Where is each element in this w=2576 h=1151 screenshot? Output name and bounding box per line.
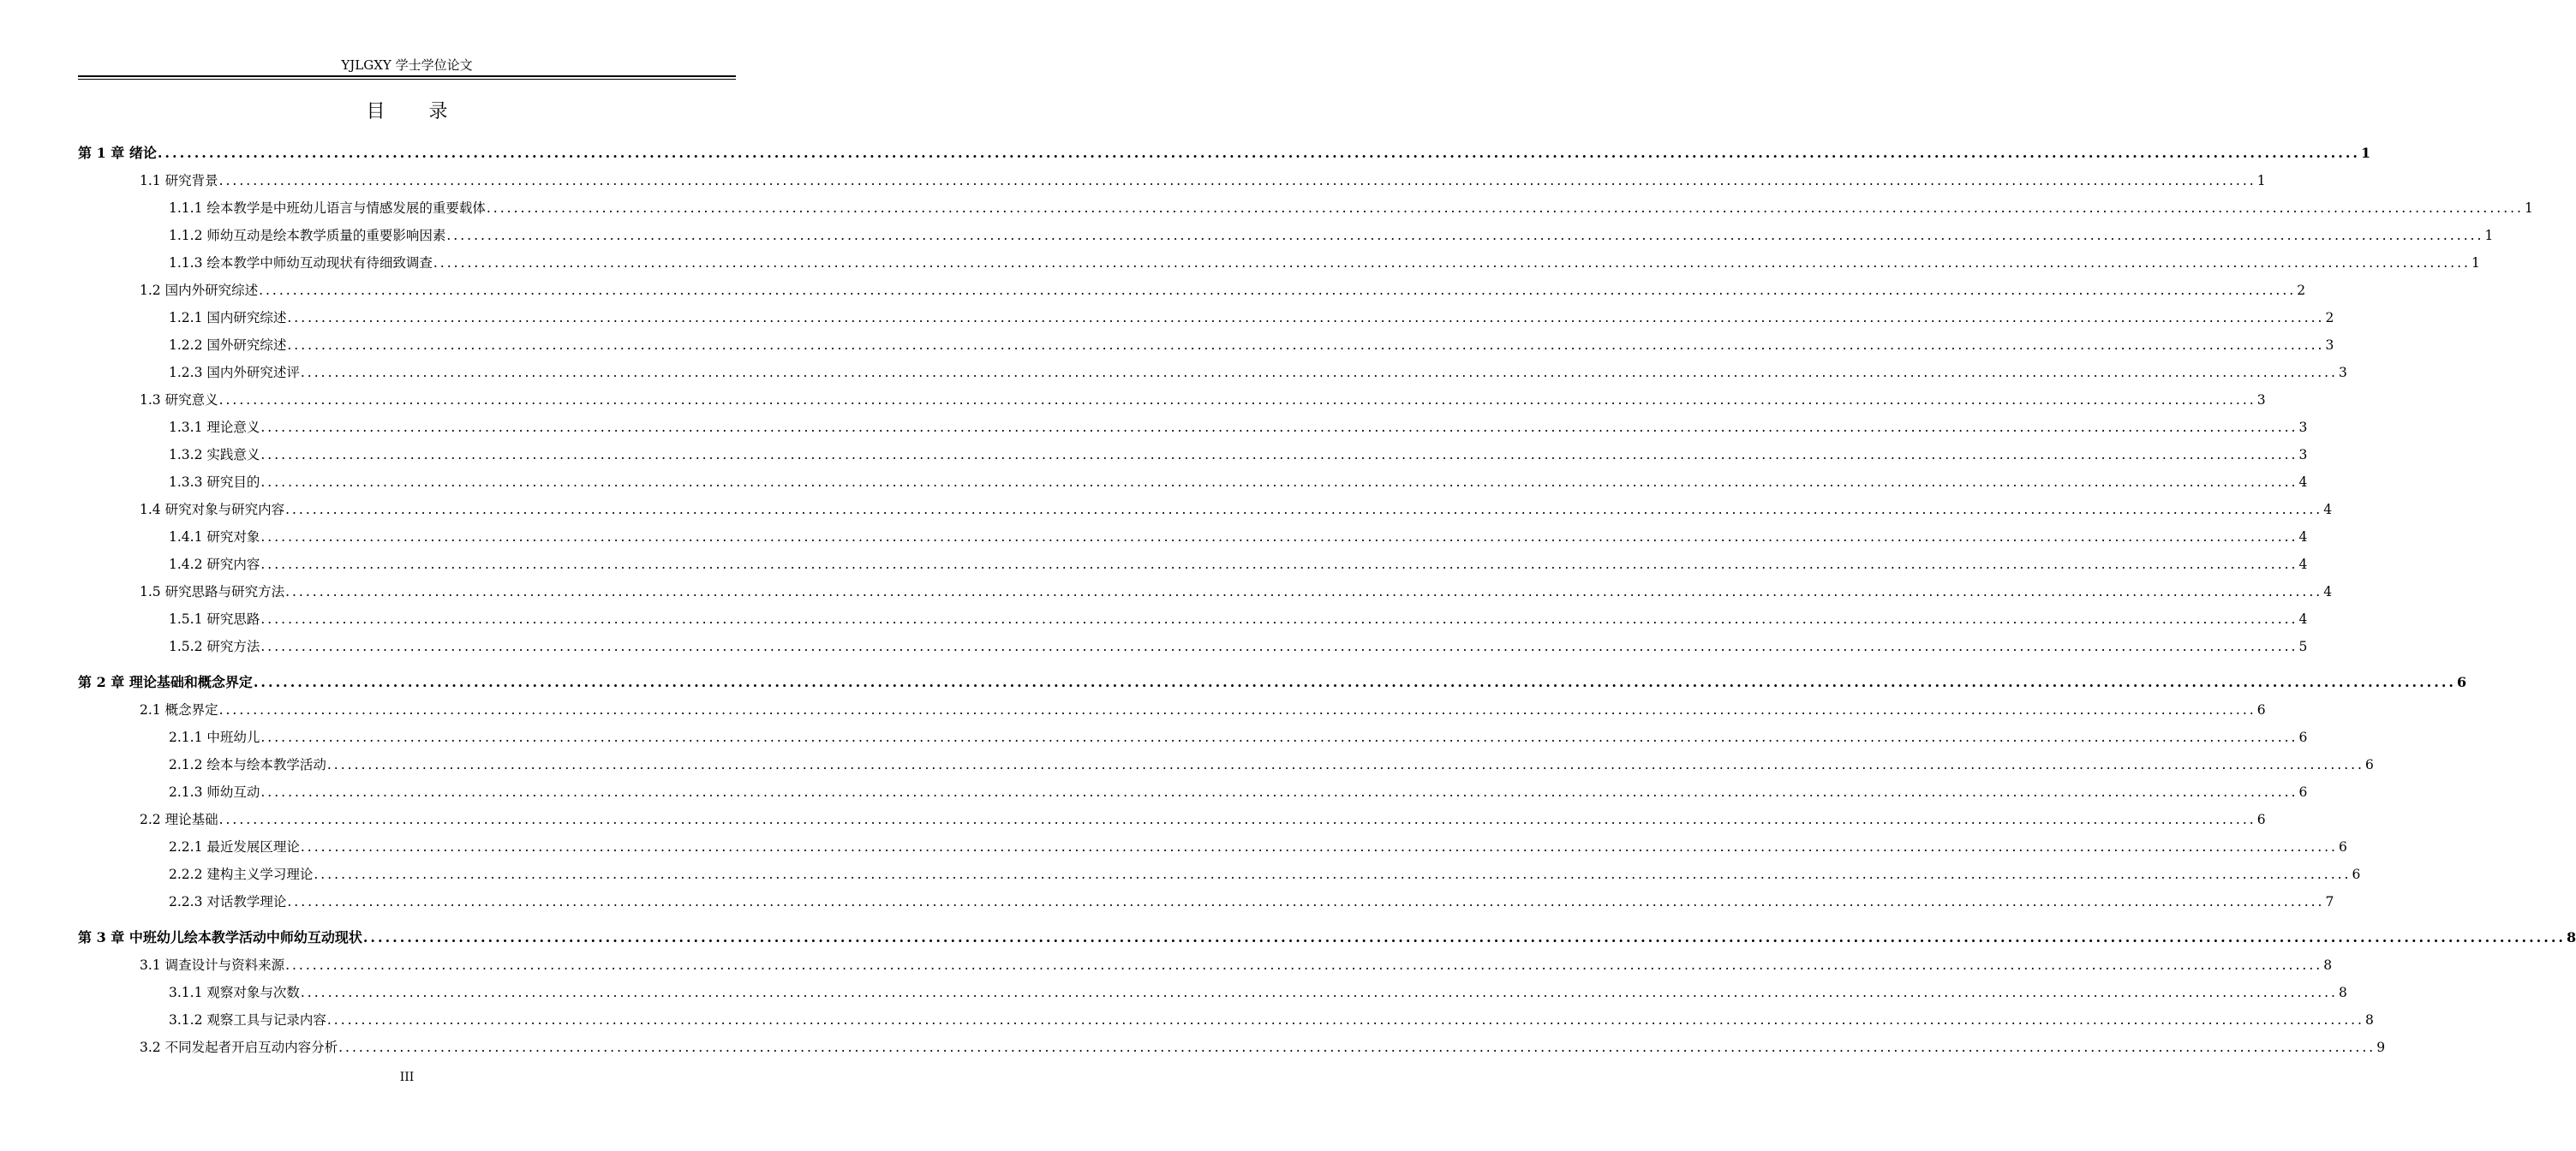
toc-dot-leader: ............................................................................................................................................................................................................................................................................................................ <box>314 867 2352 882</box>
toc-dot-leader: ............................................................................................................................................................................................................................................................................................................ <box>338 1040 2376 1055</box>
toc-entry[interactable] <box>78 142 2371 164</box>
toc-entry-page: 9 <box>2376 1040 2386 1055</box>
toc-entry-label: 3.1 调查设计与资料来源 <box>140 957 285 973</box>
toc-entry-label: 1.2 国内外研究综述 <box>140 283 259 298</box>
toc-entry-page: 8 <box>2364 1012 2374 1028</box>
toc-entry-page: 6 <box>2298 784 2308 800</box>
toc-entry[interactable] <box>169 197 2533 219</box>
toc-dot-leader: ............................................................................................................................................................................................................................................................................................................ <box>486 200 2524 216</box>
toc-entry-page: 8 <box>2323 957 2333 973</box>
toc-entry-label: 1.1.3 绘本教学中师幼互动现状有待细致调查 <box>169 255 433 271</box>
toc-entry-label: 3.1.2 观察工具与记录内容 <box>169 1012 326 1028</box>
toc-entry-page: 4 <box>2298 611 2308 627</box>
toc-dot-leader: ............................................................................................................................................................................................................................................................................................................ <box>157 145 2360 161</box>
toc-dot-leader: ............................................................................................................................................................................................................................................................................................................ <box>260 611 2298 627</box>
toc-title: 目 录 <box>366 101 467 122</box>
header-rule-thick <box>78 75 736 77</box>
toc-entry-page: 7 <box>2325 894 2334 909</box>
toc-entry[interactable] <box>169 252 2480 274</box>
toc-entry-label: 1.5.1 研究思路 <box>169 611 260 627</box>
toc-dot-leader: ............................................................................................................................................................................................................................................................................................................ <box>446 228 2484 243</box>
toc-dot-leader: ............................................................................................................................................................................................................................................................................................................ <box>218 702 2256 718</box>
toc-entry-label: 第 1 章 绪论 <box>78 145 157 161</box>
toc-entry-page: 3 <box>2325 337 2334 353</box>
page-number: III <box>399 1070 415 1084</box>
toc-entry-label: 1.5.2 研究方法 <box>169 639 260 654</box>
toc-entry-page: 3 <box>2298 447 2308 462</box>
toc-dot-leader: ............................................................................................................................................................................................................................................................................................................ <box>260 557 2298 572</box>
toc-dot-leader: ............................................................................................................................................................................................................................................................................................................ <box>253 674 2456 690</box>
toc-entry[interactable] <box>169 726 2308 748</box>
toc-entry[interactable] <box>169 863 2361 886</box>
toc-entry-page: 3 <box>2256 392 2266 408</box>
toc-dot-leader: ............................................................................................................................................................................................................................................................................................................ <box>218 173 2256 188</box>
toc-entry-page: 8 <box>2566 929 2576 945</box>
toc-entry-page: 2 <box>2325 310 2334 325</box>
toc-entry-label: 2.1.1 中班幼儿 <box>169 730 260 745</box>
toc-entry-page: 1 <box>2360 145 2371 161</box>
toc-entry-label: 1.2.2 国外研究综述 <box>169 337 287 353</box>
toc-entry-label: 1.4.1 研究对象 <box>169 529 260 545</box>
toc-entry-label: 1.4 研究对象与研究内容 <box>140 502 285 517</box>
toc-entry-page: 8 <box>2338 985 2347 1000</box>
toc-entry-label: 1.2.1 国内研究综述 <box>169 310 287 325</box>
toc-entry[interactable] <box>169 1009 2374 1031</box>
toc-entry[interactable] <box>169 836 2347 858</box>
toc-entry-label: 1.1 研究背景 <box>140 173 218 188</box>
toc-dot-leader: ............................................................................................................................................................................................................................................................................................................ <box>287 894 2325 909</box>
toc-entry[interactable] <box>78 927 2576 949</box>
toc-dot-leader: ............................................................................................................................................................................................................................................................................................................ <box>287 337 2325 353</box>
toc-entry[interactable] <box>78 671 2467 694</box>
toc-entry-label: 1.1.1 绘本教学是中班幼儿语言与情感发展的重要载体 <box>169 200 486 216</box>
toc-entry-page: 4 <box>2323 584 2333 599</box>
toc-entry-page: 1 <box>2256 173 2266 188</box>
toc-dot-leader: ............................................................................................................................................................................................................................................................................................................ <box>260 447 2298 462</box>
toc-entry[interactable] <box>169 781 2308 803</box>
toc-entry[interactable] <box>140 581 2333 603</box>
toc-dot-leader: ............................................................................................................................................................................................................................................................................................................ <box>285 957 2323 973</box>
toc-entry[interactable] <box>140 808 2266 831</box>
toc-entry[interactable] <box>169 224 2494 247</box>
toc-entry[interactable] <box>169 526 2308 548</box>
toc-dot-leader: ............................................................................................................................................................................................................................................................................................................ <box>260 474 2298 490</box>
toc-entry-label: 2.2.1 最近发展区理论 <box>169 839 300 855</box>
toc-entry[interactable] <box>140 389 2266 411</box>
toc-dot-leader: ............................................................................................................................................................................................................................................................................................................ <box>433 255 2471 271</box>
running-header: YJLGXY 学士学位论文 <box>341 57 473 73</box>
toc-entry[interactable] <box>169 635 2308 658</box>
toc-entry-label: 2.1.2 绘本与绘本教学活动 <box>169 757 326 772</box>
toc-dot-leader: ............................................................................................................................................................................................................................................................................................................ <box>326 1012 2364 1028</box>
toc-entry-page: 6 <box>2456 674 2467 690</box>
header-rule-thin <box>78 79 736 80</box>
toc-entry-label: 2.2 理论基础 <box>140 812 218 827</box>
toc-entry-page: 3 <box>2298 420 2308 435</box>
toc-entry-page: 6 <box>2338 839 2347 855</box>
toc-dot-leader: ............................................................................................................................................................................................................................................................................................................ <box>218 812 2256 827</box>
toc-entry-label: 1.3 研究意义 <box>140 392 218 408</box>
toc-entry[interactable] <box>140 1036 2386 1059</box>
toc-entry-label: 1.5 研究思路与研究方法 <box>140 584 285 599</box>
toc-entry[interactable] <box>169 416 2308 438</box>
toc-entry[interactable] <box>169 444 2308 466</box>
toc-entry[interactable] <box>169 471 2308 493</box>
toc-entry-page: 1 <box>2524 200 2533 216</box>
toc-dot-leader: ............................................................................................................................................................................................................................................................................................................ <box>285 502 2323 517</box>
toc-entry-label: 2.1 概念界定 <box>140 702 218 718</box>
toc-entry-page: 5 <box>2298 639 2308 654</box>
toc-entry-label: 1.3.1 理论意义 <box>169 420 260 435</box>
toc-entry[interactable] <box>169 361 2347 384</box>
toc-entry[interactable] <box>140 498 2333 521</box>
toc-entry-label: 第 3 章 中班幼儿绘本教学活动中师幼互动现状 <box>78 929 362 945</box>
toc-entry-label: 2.2.2 建构主义学习理论 <box>169 867 314 882</box>
toc-entry[interactable] <box>169 334 2334 356</box>
toc-entry-page: 3 <box>2338 365 2347 380</box>
toc-entry-page: 6 <box>2298 730 2308 745</box>
toc-entry-label: 1.1.2 师幼互动是绘本教学质量的重要影响因素 <box>169 228 446 243</box>
toc-dot-leader: ............................................................................................................................................................................................................................................................................................................ <box>326 757 2364 772</box>
toc-entry[interactable] <box>169 307 2334 329</box>
toc-entry-page: 4 <box>2298 474 2308 490</box>
toc-entry-label: 1.3.2 实践意义 <box>169 447 260 462</box>
toc-entry-label: 3.1.1 观察对象与次数 <box>169 985 300 1000</box>
toc-entry-page: 6 <box>2256 812 2266 827</box>
toc-entry-label: 3.2 不同发起者开启互动内容分析 <box>140 1040 338 1055</box>
toc-dot-leader: ............................................................................................................................................................................................................................................................................................................ <box>300 985 2338 1000</box>
toc-entry[interactable] <box>169 754 2374 776</box>
toc-entry-page: 1 <box>2484 228 2494 243</box>
toc-entry[interactable] <box>169 608 2308 630</box>
toc-entry-page: 4 <box>2323 502 2333 517</box>
toc-entry[interactable] <box>140 279 2306 301</box>
toc-entry-label: 第 2 章 理论基础和概念界定 <box>78 674 253 690</box>
toc-entry-label: 2.2.3 对话教学理论 <box>169 894 287 909</box>
toc-entry[interactable] <box>169 981 2347 1004</box>
toc-entry-page: 6 <box>2256 702 2266 718</box>
toc-dot-leader: ............................................................................................................................................................................................................................................................................................................ <box>260 784 2298 800</box>
toc-dot-leader: ............................................................................................................................................................................................................................................................................................................ <box>260 420 2298 435</box>
toc-dot-leader: ............................................................................................................................................................................................................................................................................................................ <box>285 584 2323 599</box>
toc-dot-leader: ............................................................................................................................................................................................................................................................................................................ <box>300 839 2338 855</box>
toc-dot-leader: ............................................................................................................................................................................................................................................................................................................ <box>300 365 2338 380</box>
toc-entry[interactable] <box>169 553 2308 576</box>
toc-entry[interactable] <box>140 699 2266 721</box>
toc-entry[interactable] <box>140 954 2333 976</box>
toc-dot-leader: ............................................................................................................................................................................................................................................................................................................ <box>287 310 2325 325</box>
toc-dot-leader: ............................................................................................................................................................................................................................................................................................................ <box>259 283 2297 298</box>
toc-entry-page: 6 <box>2364 757 2374 772</box>
toc-entry-page: 1 <box>2471 255 2480 271</box>
toc-dot-leader: ............................................................................................................................................................................................................................................................................................................ <box>260 529 2298 545</box>
toc-dot-leader: ............................................................................................................................................................................................................................................................................................................ <box>260 639 2298 654</box>
toc-dot-leader: ............................................................................................................................................................................................................................................................................................................ <box>362 929 2566 945</box>
toc-entry[interactable] <box>140 170 2266 192</box>
toc-entry-label: 1.3.3 研究目的 <box>169 474 260 490</box>
toc-entry-label: 2.1.3 师幼互动 <box>169 784 260 800</box>
toc-entry-page: 4 <box>2298 557 2308 572</box>
toc-entry-page: 4 <box>2298 529 2308 545</box>
toc-entry[interactable] <box>169 891 2334 913</box>
toc-entry-page: 6 <box>2352 867 2361 882</box>
toc-entry-page: 2 <box>2297 283 2306 298</box>
toc-dot-leader: ............................................................................................................................................................................................................................................................................................................ <box>260 730 2298 745</box>
toc-dot-leader: ............................................................................................................................................................................................................................................................................................................ <box>218 392 2256 408</box>
toc-entry-label: 1.4.2 研究内容 <box>169 557 260 572</box>
toc-entry-label: 1.2.3 国内外研究述评 <box>169 365 300 380</box>
